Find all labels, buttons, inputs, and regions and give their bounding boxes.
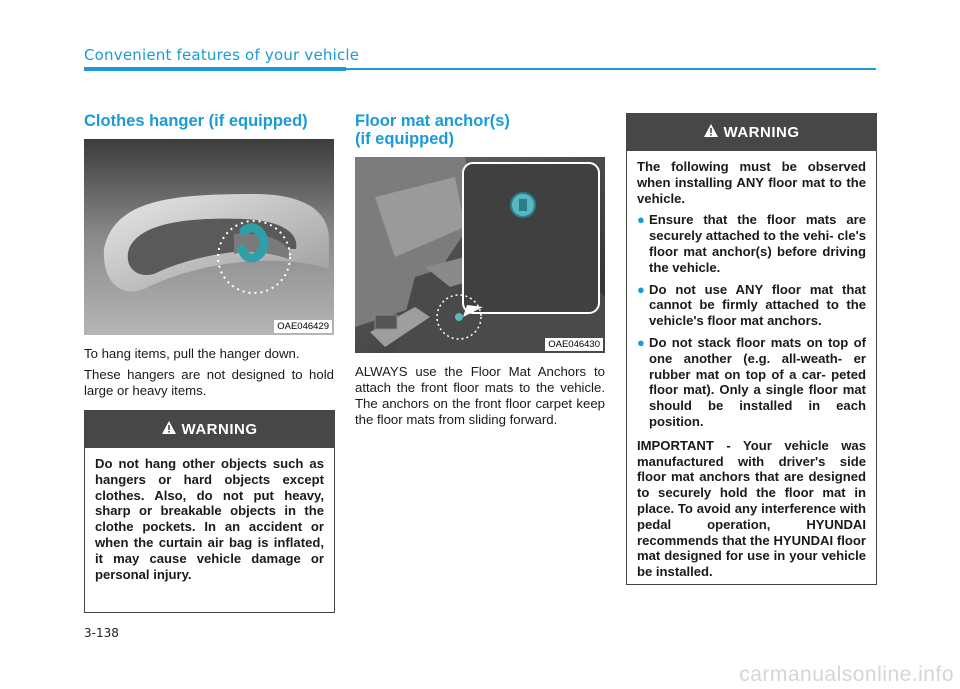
bullet-icon: ● [637,281,645,297]
hanger-warning-box [84,410,335,613]
warning-important: IMPORTANT - Your vehicle was manufactured with driver's side floor mat anchors that are designed to securely hold the floor mat in place. To avoid any interference with pedal operation, HYUNDAI recommends that the HYUNDAI floor mat designed for use in your vehicle be installed. [637,437,866,580]
bullet-icon: ● [637,334,645,350]
clothes-hanger-title: Clothes hanger (if equipped) [84,112,308,130]
floor-mat-title-line2: (if equipped) [355,130,454,148]
warning-list-item [637,212,866,275]
floor-mat-illustration [355,157,605,353]
section-header-title: Convenient features of your vehicle [84,46,360,64]
watermark: carmanualsonline.info [739,663,954,686]
warning-triangle-icon [162,421,176,438]
warning-list-item [637,335,866,430]
header-rule [346,68,876,70]
hanger-note: These hangers are not designed to hold large or heavy items. [84,367,334,398]
warning-label: WARNING [723,124,800,141]
warning-body [85,448,334,590]
warning-item-text: Do not stack floor mats on top of one another (e.g. all-weath- er rubber mat on top of a car- peted floor mat). Only a single floor mat should be installed in each position. [649,334,866,429]
hanger-instruction: To hang items, pull the hanger down. [84,346,300,361]
warning-text: Do not hang other objects such as hangers or hard objects except clothes. Also, do not put heavy, sharp or breakable objects in the clothe pockets. In an accident or when the curtain air bag is inflated, it may cause vehicle damage or personal injury. [95,456,324,582]
floor-mat-title-line1: Floor mat anchor(s) [355,112,510,130]
floor-mat-warning-box [626,113,877,585]
warning-label: WARNING [181,421,258,438]
warning-list-item [637,282,866,329]
image-code-label: OAE046430 [545,338,603,351]
bullet-icon: ● [637,212,645,228]
warning-triangle-icon [704,124,718,141]
warning-intro: The following must be observed when installing ANY floor mat to the vehicle. [637,159,866,206]
floor-mat-photo [355,157,605,353]
page-number: 3-138 [84,626,119,640]
warning-item-text: Do not use ANY floor mat that cannot be firmly attached to the vehicle's floor mat anchors. [649,281,866,329]
page-header [0,46,960,76]
header-rule-accent [84,67,346,71]
warning-header [627,114,876,151]
clothes-hanger-illustration [84,139,334,335]
warning-item-text: Ensure that the floor mats are securely attached to the vehi- cle's floor mat anchor(s) before driving the vehicle. [649,212,866,275]
image-code-label: OAE046429 [274,320,332,333]
floor-mat-paragraph: ALWAYS use the Floor Mat Anchors to attach the front floor mats to the vehicle. The anchors on the front floor carpet keep the floor mats from sliding forward. [355,364,605,427]
clothes-hanger-photo [84,139,334,335]
warning-header [85,411,334,448]
warning-body [627,151,876,588]
floor-mat-title [355,112,510,148]
